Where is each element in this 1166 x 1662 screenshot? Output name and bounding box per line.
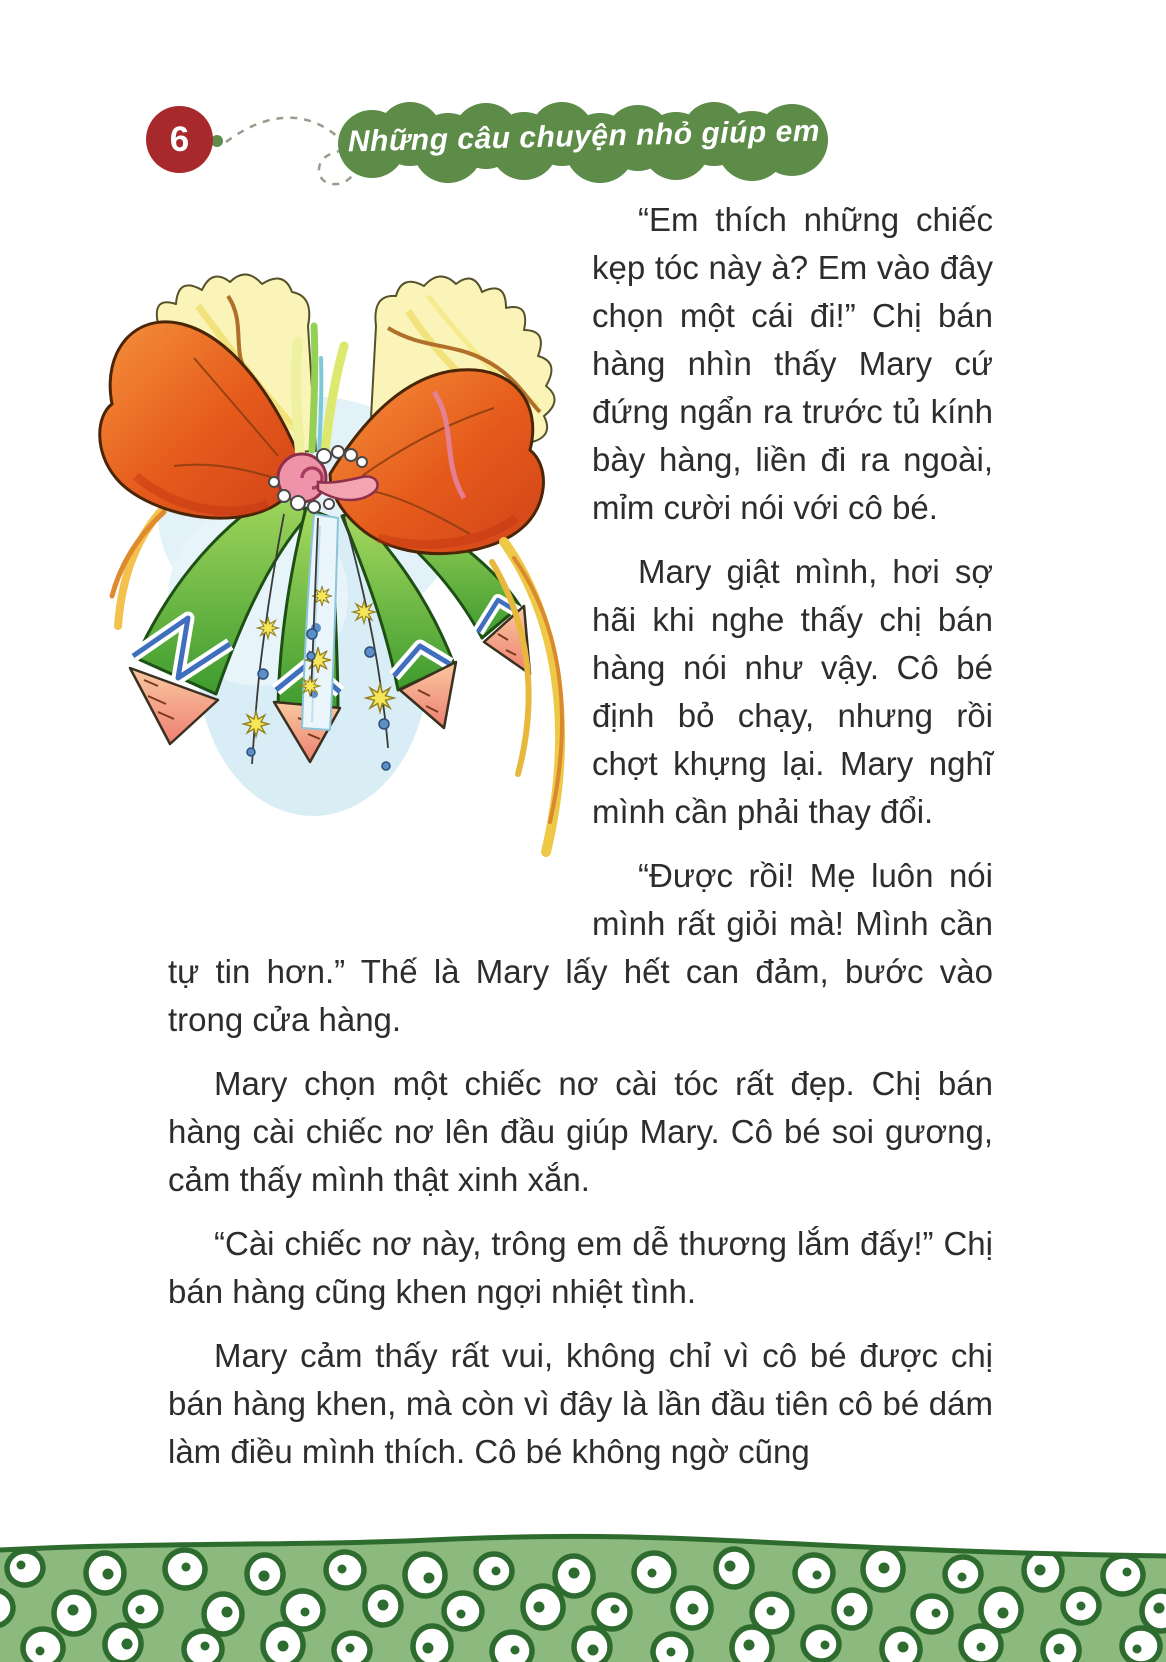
footer-pattern-band: [0, 1532, 1166, 1662]
story-paragraph: “Cài chiếc nơ này, trông em dễ thương lắm đấy!” Chị bán hàng cũng khen ngợi nhiệt tình.: [168, 1225, 993, 1310]
page-number-badge: 6: [146, 106, 213, 173]
story-paragraph: Mary chọn một chiếc nơ cài tóc rất đẹp. Chị bán hàng cài chiếc nơ lên đầu giúp Mary. Cô bé soi gương, cảm thấy mình thật xinh xắn.: [168, 1065, 993, 1198]
illustration-container: [168, 196, 592, 908]
page-header: [0, 0, 1166, 220]
story-paragraph: “Được rồi! Mẹ luôn nói mình rất giỏi mà! Mình cần tự tin hơn.” Thế là Mary lấy hết can đảm, bước vào trong cửa hàng.: [168, 857, 993, 1038]
story-paragraph: Mary giật mình, hơi sợ hãi khi nghe thấy chị bán hàng nói như vậy. Cô bé định bỏ chạy, nhưng rồi chợt khựng lại. Mary nghĩ mình cần phải thay đổi.: [592, 553, 993, 830]
story-paragraph: Mary cảm thấy rất vui, không chỉ vì cô bé được chị bán hàng khen, mà còn vì đây là lần đầu tiên cô bé dám làm điều mình thích. Cô bé không ngờ cũng: [168, 1337, 993, 1470]
butterfly-bow-illustration: [78, 266, 598, 906]
footer-dots-decoration: [0, 1532, 1166, 1662]
header-title: Những câu chuyện nhỏ giúp em trưởng thành: [347, 109, 1025, 159]
story-text-block: [168, 196, 993, 1492]
story-paragraph: “Em thích những chiếc kẹp tóc này à? Em vào đây chọn một cái đi!” Chị bán hàng nhìn thấy Mary cứ đứng ngẩn ra trước tủ kính bày hàng, liền đi ra ngoài, mỉm cười nói với cô bé.: [592, 201, 993, 526]
